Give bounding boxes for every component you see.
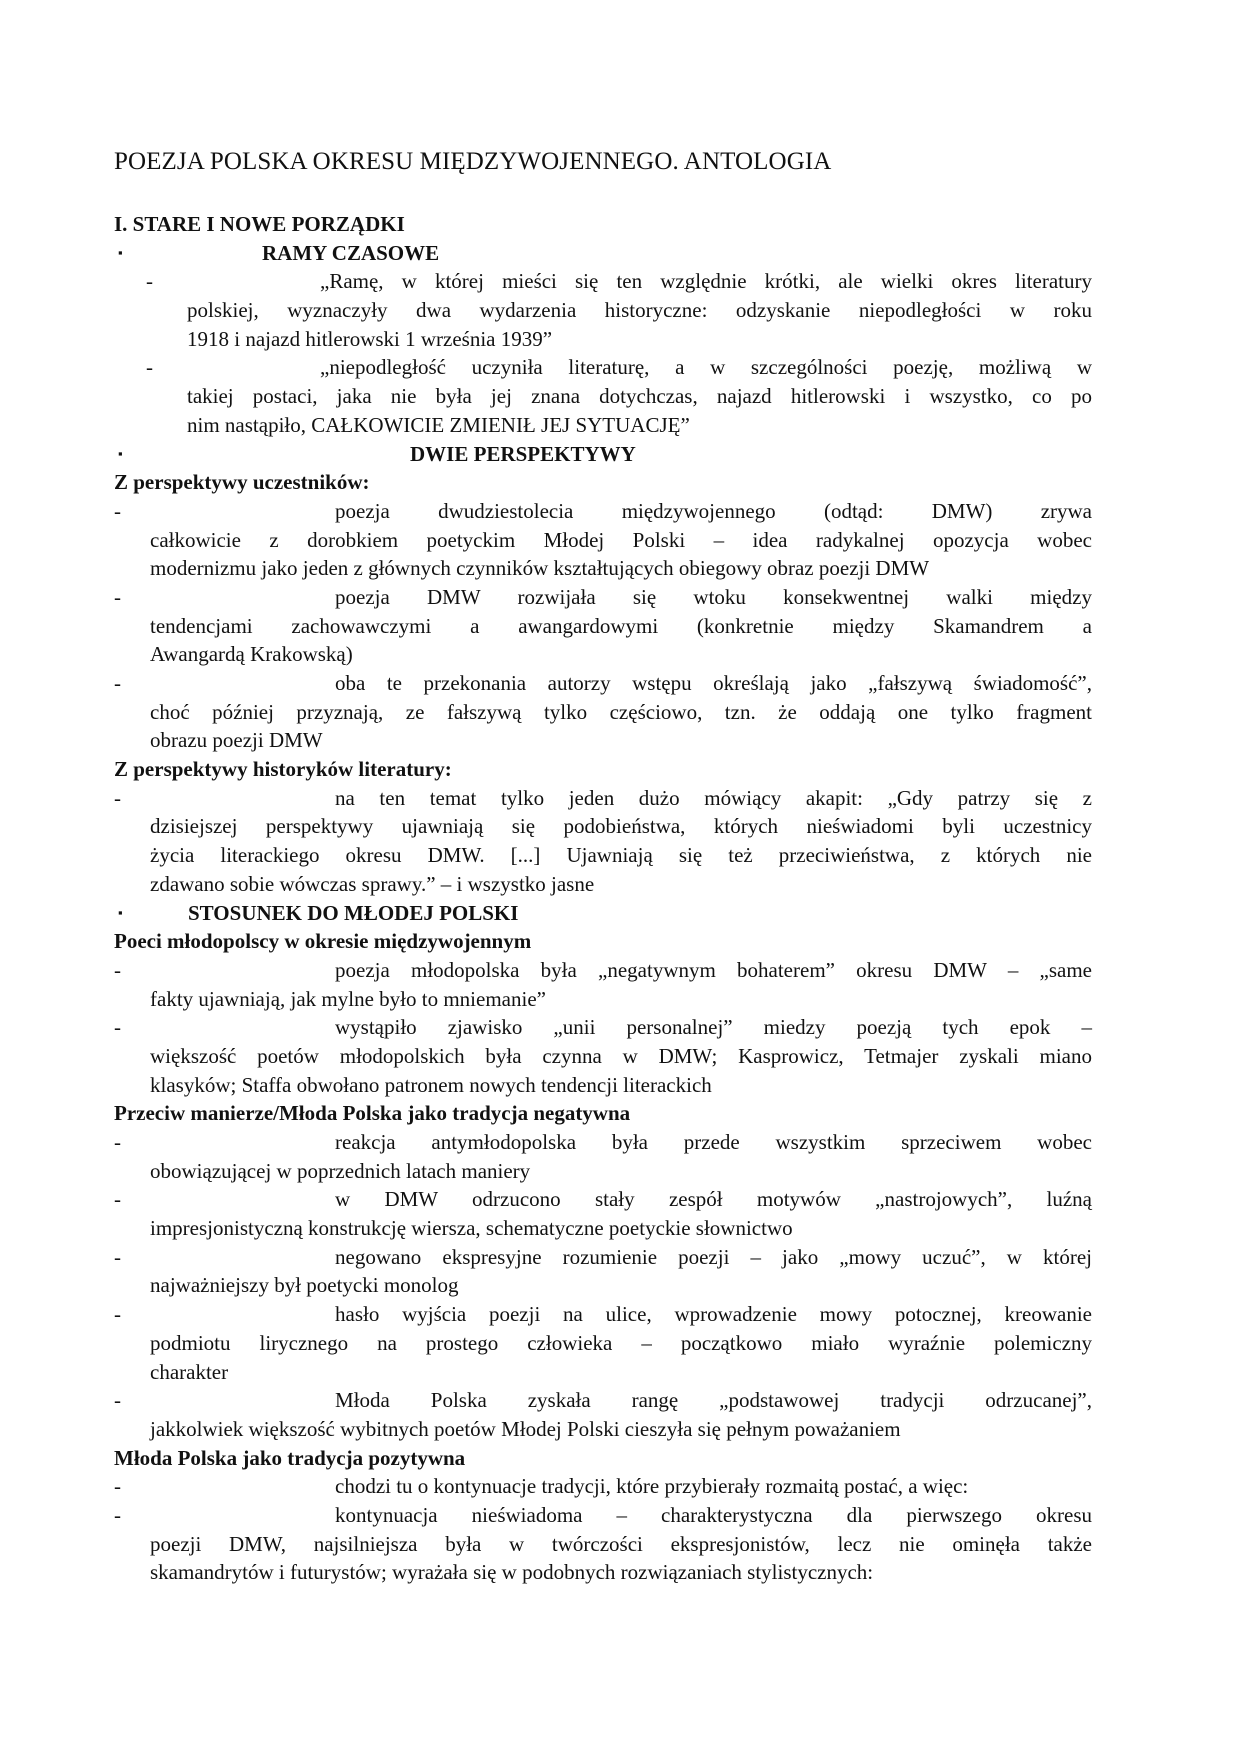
list-line bbox=[114, 1386, 1092, 1415]
bullet-heading bbox=[114, 899, 1092, 928]
list-line bbox=[114, 669, 1092, 698]
list-dash: - bbox=[114, 1388, 121, 1413]
list-item-text: najważniejszy był poetycki monolog bbox=[150, 1273, 459, 1298]
list-dash: - bbox=[114, 671, 121, 695]
square-bullet-icon: ▪ bbox=[118, 904, 123, 920]
list-item-text: jakkolwiek większość wybitnych poetów Młodej Polski cieszyła się pełnym poważaniem bbox=[150, 1416, 901, 1441]
list-line bbox=[114, 1329, 1092, 1358]
section-heading-text: RAMY CZASOWE bbox=[262, 240, 440, 265]
list-line bbox=[114, 812, 1092, 841]
list-line bbox=[114, 296, 1092, 325]
list-line bbox=[114, 497, 1092, 526]
list-dash: - bbox=[114, 498, 121, 523]
list-line bbox=[114, 985, 1092, 1014]
subsection-heading: Młoda Polska jako tradycja pozytywna bbox=[114, 1445, 466, 1470]
list-line bbox=[114, 1558, 1092, 1587]
document-body bbox=[114, 210, 1092, 1587]
list-item-text: 1918 i najazd hitlerowski 1 września 1939” bbox=[187, 326, 553, 351]
list-line bbox=[114, 1128, 1092, 1157]
section-heading-text: DWIE PERSPEKTYWY bbox=[410, 441, 636, 466]
list-line bbox=[114, 1300, 1092, 1329]
list-line bbox=[114, 784, 1092, 813]
list-item-text: większość poetów młodopolskich była czynna w DMW; Kasprowicz, Tetmajer zyskali miano bbox=[150, 1043, 1092, 1068]
list-item-text: dzisiejszej perspektywy ujawniają się podobieństwa, których nieświadomi byli uczestnicy bbox=[150, 814, 1092, 839]
list-line bbox=[114, 698, 1092, 727]
list-item-text: impresjonistyczną konstrukcję wiersza, schematyczne poetyckie słownictwo bbox=[150, 1216, 793, 1241]
list-line bbox=[114, 1185, 1092, 1214]
list-line bbox=[114, 612, 1092, 641]
bullet-heading bbox=[114, 239, 1092, 268]
section-title: I. STARE I NOWE PORZĄDKI bbox=[114, 212, 405, 236]
list-item-text: poezja dwudziestolecia międzywojennego (odtąd: DMW) zrywa bbox=[335, 498, 1092, 523]
list-line bbox=[114, 554, 1092, 583]
list-line bbox=[114, 870, 1092, 899]
list-item-text: obrazu poezji DMW bbox=[150, 728, 323, 753]
list-line bbox=[114, 1013, 1092, 1042]
list-item-text: obowiązującej w poprzednich latach maniery bbox=[150, 1158, 531, 1183]
list-dash: - bbox=[114, 1302, 121, 1327]
list-line bbox=[114, 841, 1092, 870]
list-line bbox=[114, 1501, 1092, 1530]
list-item-text: tendencjami zachowawczymi a awangardowymi (konkretnie między Skamandrem a bbox=[150, 613, 1092, 638]
list-item-text: w DMW odrzucono stały zespół motywów „nastrojowych”, luźną bbox=[335, 1187, 1092, 1212]
list-line bbox=[114, 1358, 1092, 1387]
list-item-text: poezji DMW, najsilniejsza była w twórczości ekspresjonistów, lecz nie ominęła także bbox=[150, 1531, 1092, 1556]
list-line bbox=[114, 1271, 1092, 1300]
square-bullet-icon: ▪ bbox=[118, 244, 123, 260]
list-dash: - bbox=[114, 1502, 121, 1527]
list-dash: - bbox=[114, 1474, 121, 1499]
list-line bbox=[114, 325, 1092, 354]
subsection-heading: Z perspektywy historyków literatury: bbox=[114, 757, 452, 782]
list-item-text: skamandrytów i futurystów; wyrażała się w podobnych rozwiązaniach stylistycznych: bbox=[150, 1560, 874, 1585]
list-line bbox=[114, 1042, 1092, 1071]
list-line bbox=[114, 583, 1092, 612]
list-item-text: poezja DMW rozwijała się wtoku konsekwentnej walki między bbox=[335, 584, 1092, 609]
list-line bbox=[114, 411, 1092, 440]
list-dash: - bbox=[146, 355, 153, 380]
list-item-text: kontynuacja nieświadoma – charakterystyczna dla pierwszego okresu bbox=[335, 1502, 1092, 1527]
list-item-text: choć później przyznają, ze fałszywą tylko częściowo, tzn. że oddają one tylko fragment bbox=[150, 699, 1092, 724]
subsection-heading: Poeci młodopolscy w okresie międzywojennym bbox=[114, 929, 532, 954]
list-dash: - bbox=[114, 1130, 121, 1154]
list-line bbox=[114, 1071, 1092, 1100]
list-dash: - bbox=[114, 1187, 121, 1212]
list-item-text: całkowicie z dorobkiem poetyckim Młodej Polski – idea radykalnej opozycja wobec bbox=[150, 527, 1092, 552]
list-item-text: życia literackiego okresu DMW. [...] Ujawniają się też przeciwieństwa, z których nie bbox=[150, 843, 1092, 868]
square-bullet-icon: ▪ bbox=[118, 445, 123, 461]
list-dash: - bbox=[114, 1015, 121, 1040]
subsection-heading: Z perspektywy uczestników: bbox=[114, 470, 370, 495]
bullet-heading bbox=[114, 440, 1092, 469]
subsection-heading: Przeciw manierze/Młoda Polska jako tradycja negatywna bbox=[114, 1101, 631, 1126]
list-item-text: reakcja antymłodopolska była przede wszystkim sprzeciwem wobec bbox=[335, 1130, 1092, 1154]
list-item-text: oba te przekonania autorzy wstępu określają jako „fałszywą świadomość”, bbox=[335, 671, 1092, 695]
list-item-text: wystąpiło zjawisko „unii personalnej” miedzy poezją tych epok – bbox=[335, 1015, 1092, 1040]
list-line bbox=[114, 526, 1092, 555]
list-item-text: podmiotu lirycznego na prostego człowieka – początkowo miało wyraźnie polemiczny bbox=[150, 1330, 1092, 1355]
list-dash: - bbox=[114, 1244, 121, 1269]
list-item-text: nim nastąpiło, CAŁKOWICIE ZMIENIŁ JEJ SYTUACJĘ” bbox=[187, 412, 690, 437]
list-item-text: modernizmu jako jeden z głównych czynników kształtujących obiegowy obraz poezji DMW bbox=[150, 556, 930, 581]
list-item-text: Młoda Polska zyskała rangę „podstawowej tradycji odrzucanej”, bbox=[335, 1388, 1092, 1413]
list-item-text: charakter bbox=[150, 1359, 229, 1384]
list-line bbox=[114, 1415, 1092, 1444]
list-item-text: poezja młodopolska była „negatywnym bohaterem” okresu DMW – „same bbox=[335, 957, 1092, 982]
list-item-text: „niepodległość uczyniła literaturę, a w szczególności poezję, możliwą w bbox=[320, 355, 1092, 380]
list-line bbox=[114, 1214, 1092, 1243]
list-line bbox=[114, 1243, 1092, 1272]
list-line bbox=[114, 382, 1092, 411]
list-line bbox=[114, 1472, 1092, 1501]
section-heading-text: STOSUNEK DO MŁODEJ POLSKI bbox=[188, 900, 519, 925]
list-item-text: Awangardą Krakowską) bbox=[150, 642, 353, 667]
list-item-text: polskiej, wyznaczyły dwa wydarzenia historyczne: odzyskanie niepodległości w roku bbox=[187, 298, 1092, 323]
list-dash: - bbox=[146, 269, 153, 294]
list-item-text: fakty ujawniają, jak mylne było to mniemanie” bbox=[150, 986, 546, 1011]
list-line bbox=[114, 640, 1092, 669]
list-line bbox=[114, 353, 1092, 382]
list-item-text: chodzi tu o kontynuacje tradycji, które przybierały rozmaitą postać, a więc: bbox=[335, 1474, 969, 1499]
list-item-text: takiej postaci, jaka nie była jej znana dotychczas, najazd hitlerowski i wszystko, co po bbox=[187, 384, 1092, 409]
list-dash: - bbox=[114, 584, 121, 609]
list-item-text: klasyków; Staffa obwołano patronem nowych tendencji literackich bbox=[150, 1072, 712, 1097]
list-line bbox=[114, 726, 1092, 755]
list-dash: - bbox=[114, 785, 121, 810]
document-title: POEZJA POLSKA OKRESU MIĘDZYWOJENNEGO. ANTOLOGIA bbox=[114, 148, 832, 175]
list-line bbox=[114, 267, 1092, 296]
list-dash: - bbox=[114, 957, 121, 982]
list-item-text: na ten temat tylko jeden dużo mówiący akapit: „Gdy patrzy się z bbox=[335, 785, 1092, 810]
list-item-text: negowano ekspresyjne rozumienie poezji – jako „mowy uczuć”, w której bbox=[335, 1244, 1092, 1269]
list-line bbox=[114, 956, 1092, 985]
list-item-text: hasło wyjścia poezji na ulice, wprowadzenie mowy potocznej, kreowanie bbox=[335, 1302, 1092, 1327]
list-line bbox=[114, 1530, 1092, 1559]
list-line bbox=[114, 1157, 1092, 1186]
list-item-text: zdawano sobie wówczas sprawy.” – i wszystko jasne bbox=[150, 871, 595, 896]
list-item-text: „Ramę, w której mieści się ten względnie krótki, ale wielki okres literatury bbox=[320, 269, 1092, 294]
